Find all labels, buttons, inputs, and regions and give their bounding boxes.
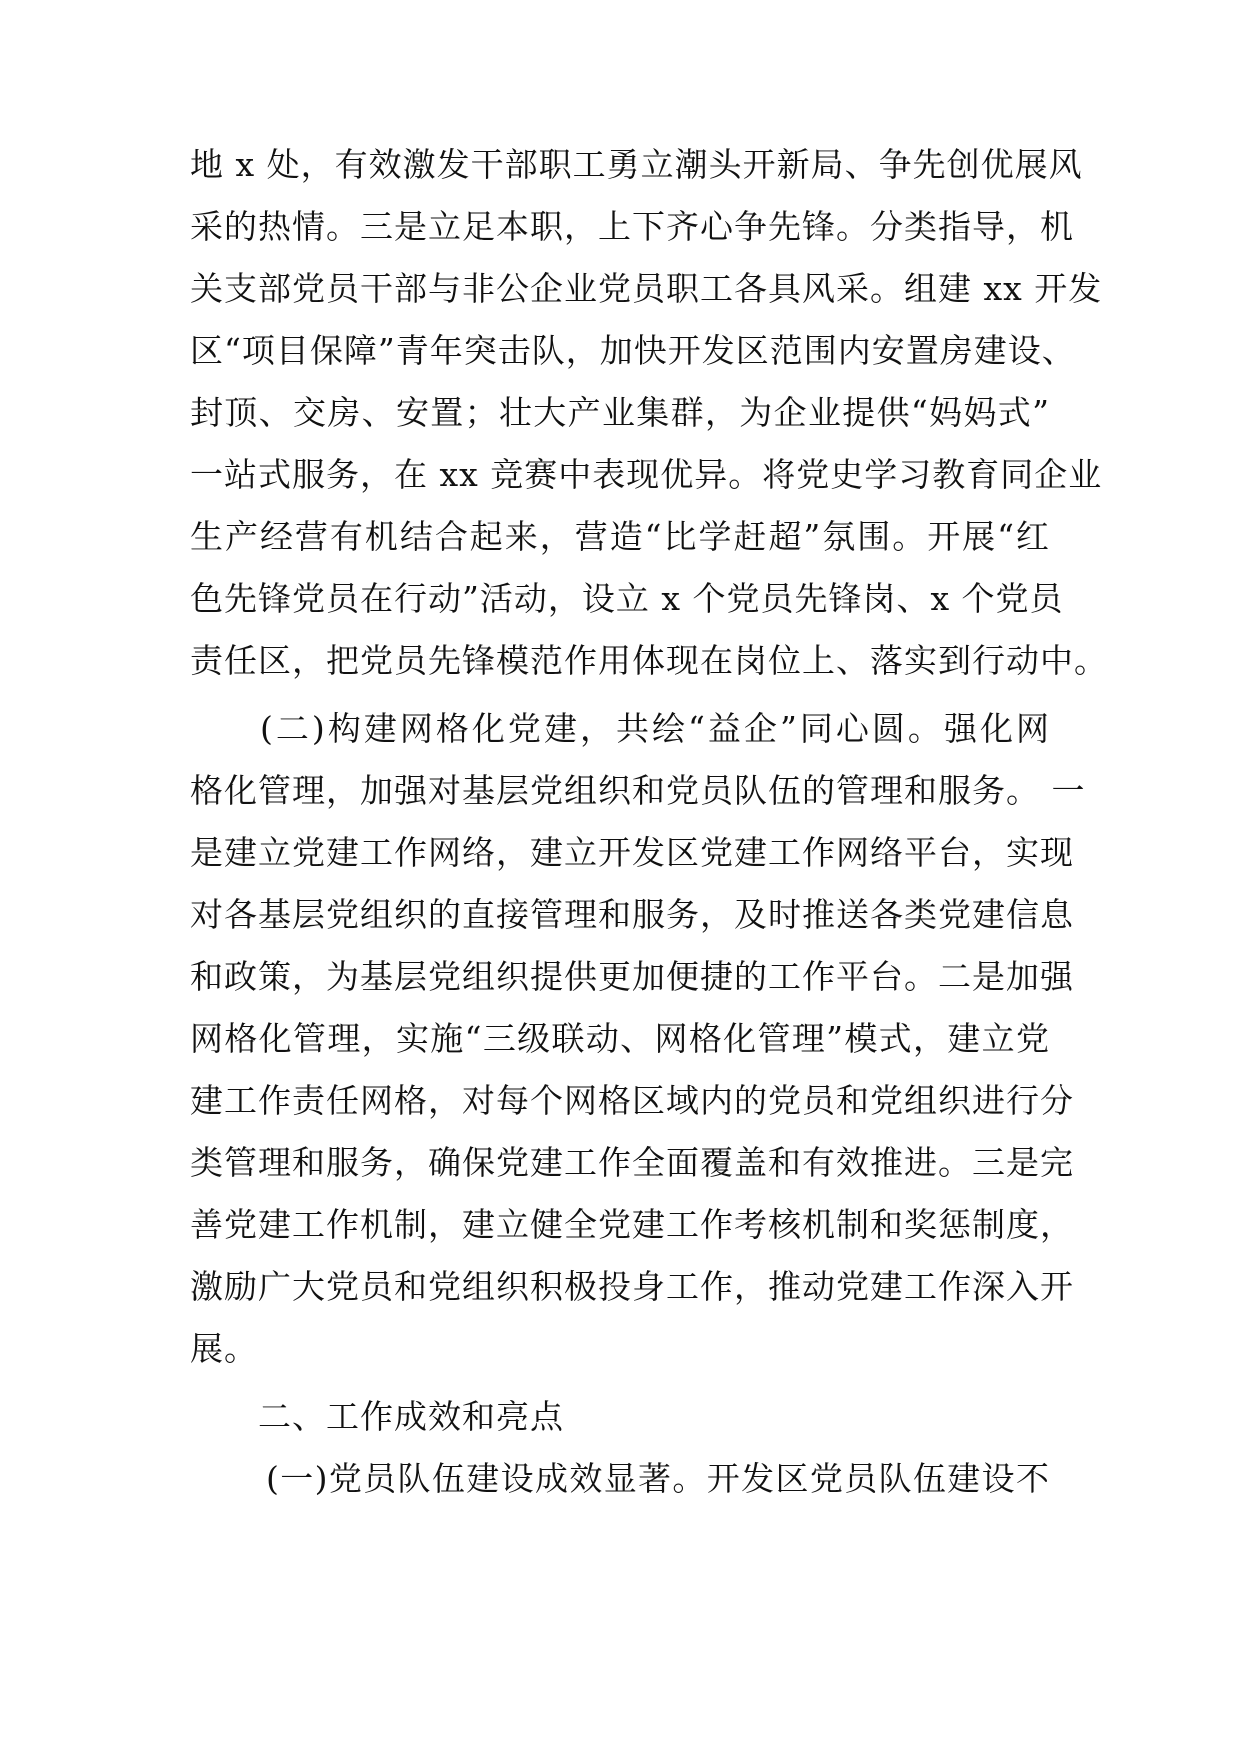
paragraph-1-line-5: 封顶、交房、安置；壮大产业集群，为企业提供“妈妈式” [190, 393, 1050, 432]
paragraph-2-line-7: 建工作责任网格，对每个网格区域内的党员和党组织进行分 [190, 1081, 1074, 1120]
paragraph-2-line-6: 网格化管理，实施“三级联动、网格化管理”模式，建立党 [190, 1019, 1050, 1058]
paragraph-1-line-4: 区“项目保障”青年突击队，加快开发区范围内安置房建设、 [190, 331, 1076, 370]
paragraph-2-line-8: 类管理和服务，确保党建工作全面覆盖和有效推进。三是完 [190, 1143, 1074, 1182]
section-heading: 二、工作成效和亮点 [258, 1397, 564, 1436]
paragraph-1-line-8: 色先锋党员在行动”活动，设立 x 个党员先锋岗、x 个党员 [190, 579, 1064, 618]
paragraph-2-line-10: 激励广大党员和党组织积极投身工作，推动党建工作深入开 [190, 1267, 1074, 1306]
paragraph-2-line-11: 展。 [190, 1329, 258, 1368]
paragraph-1-line-3: 关支部党员干部与非公企业党员职工各具风采。组建 xx 开发 [190, 269, 1103, 308]
paragraph-2-line-9: 善党建工作机制，建立健全党建工作考核机制和奖惩制度， [190, 1205, 1074, 1244]
paragraph-2-line-3: 是建立党建工作网络，建立开发区党建工作网络平台，实现 [190, 833, 1074, 872]
paragraph-1-line-2: 采的热情。三是立足本职，上下齐心争先锋。分类指导，机 [190, 207, 1074, 246]
paragraph-2-line-2: 格化管理，加强对基层党组织和党员队伍的管理和服务。 一 [190, 771, 1086, 810]
paragraph-2-line-4: 对各基层党组织的直接管理和服务，及时推送各类党建信息 [190, 895, 1074, 934]
paragraph-1-line-9: 责任区，把党员先锋模范作用体现在岗位上、落实到行动中。 [190, 641, 1108, 680]
paragraph-2-line-1: (二)构建网格化党建，共绘“益企”同心圆。强化网 [260, 709, 1050, 748]
paragraph-1-line-6: 一站式服务，在 xx 竞赛中表现优异。将党史学习教育同企业 [190, 455, 1103, 494]
paragraph-2-line-5: 和政策，为基层党组织提供更加便捷的工作平台。二是加强 [190, 957, 1074, 996]
subsection-line: (一)党员队伍建设成效显著。开发区党员队伍建设不 [266, 1459, 1050, 1498]
paragraph-1-line-7: 生产经营有机结合起来，营造“比学赶超”氛围。开展“红 [190, 517, 1050, 556]
paragraph-1-line-1: 地 x 处，有效激发干部职工勇立潮头开新局、争先创优展风 [190, 145, 1083, 184]
